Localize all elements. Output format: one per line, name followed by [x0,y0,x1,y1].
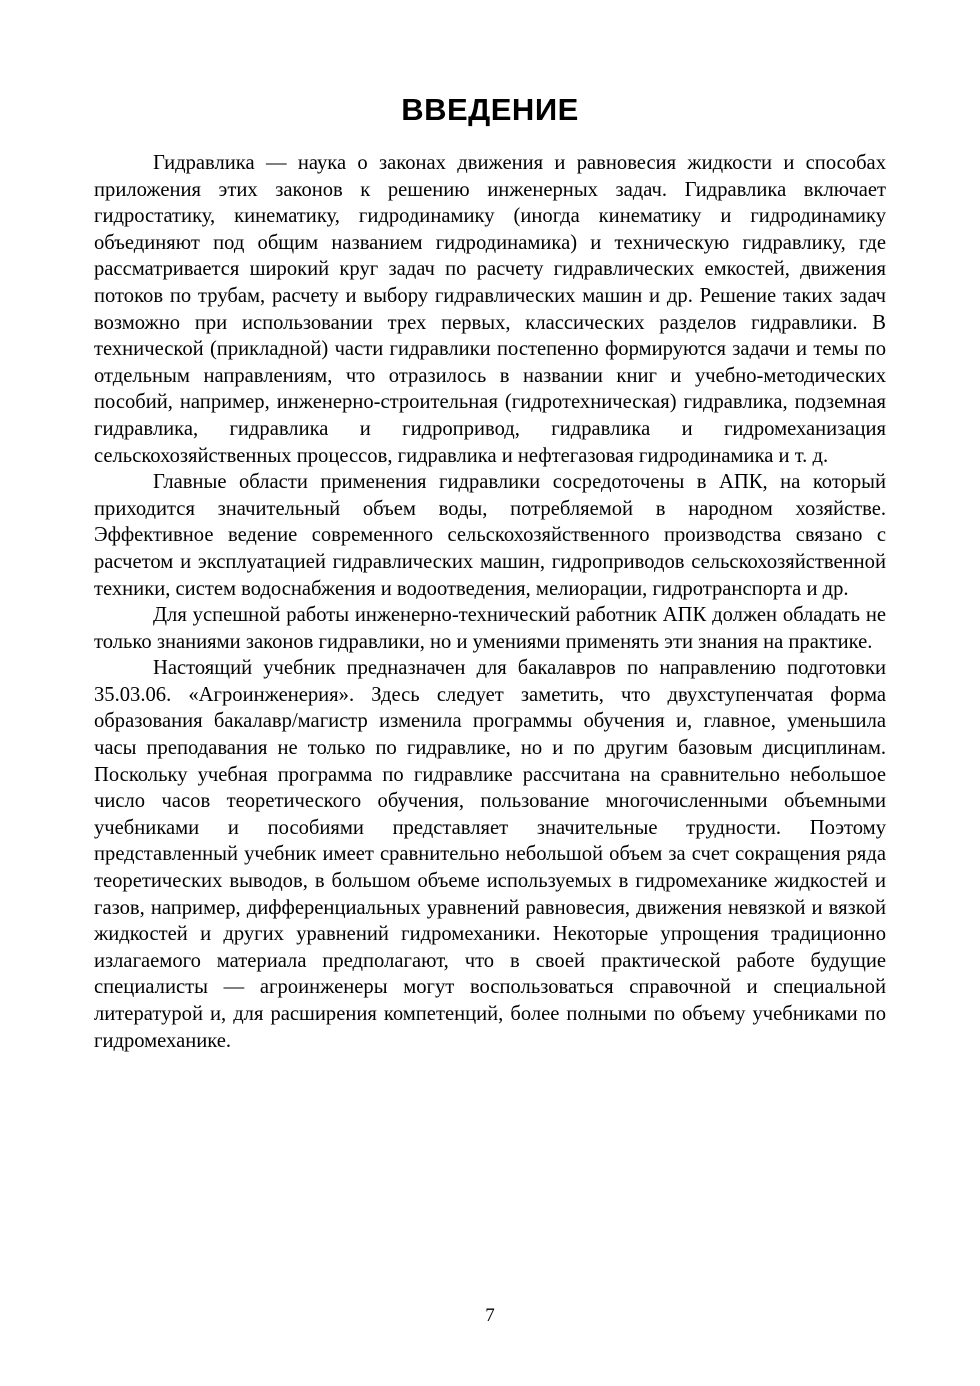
paragraph-textbook: Настоящий учебник предназначен для бакалавров по направлению подготовки 35.03.06. «Агроинженерия». Здесь следует заметить, что двухступенчатая форма образования бакалавр/магистр изменила программы обучения и, главное, уменьшила часы преподавания не только по гидравлике, но и по другим базовым дисциплинам. Поскольку учебная программа по гидравлике рассчитана на сравнительно небольшое число часов теоретического обучения, пользование многочисленными объемными учебниками и пособиями представляет значительные трудности. Поэтому представленный учебник имеет сравнительно небольшой объем за счет сокращения ряда теоретических выводов, в большом объеме используемых в гидромеханике жидкостей и газов, например, дифференциальных уравнений равновесия, движения невязкой и вязкой жидкостей и других уравнений гидромеханики. Некоторые упрощения традиционно излагаемого материала предполагают, что в своей практической работе будущие специалисты — агроинженеры могут воспользоваться справочной и специальной литературой и, для расширения компетенций, более полными по объему учебниками по гидромеханике. [94,657,886,1052]
paragraph-intro: Гидравлика — наука о законах движения и равновесия жидкости и способах приложения этих законов к решению инженерных задач. Гидравлика включает гидростатику, кинематику, гидродинамику (иногда кинематику и гидродинамику объединяют под общим названием гидродинамика) и техническую гидравлику, где рассматривается широкий круг задач по расчету гидравлических емкостей, движения потоков по трубам, расчету и выбору гидравлических машин и др. Решение таких задач возможно при использовании трех первых, классических разделов гидравлики. В технической (прикладной) части гидравлики постепенно формируются задачи и темы по отдельным направлениям, что отразилось в названии книг и учебно-методических пособий, например, инженерно-строительная (гидротехническая) гидравлика, подземная гидравлика, гидравлика и гидропривод, гидравлика и гидромеханизация сельскохозяйственных процессов, гидравлика и нефтегазовая гидродинамика и т. д. [94,152,886,467]
paragraph-apk: Главные области применения гидравлики сосредоточены в АПК, на который приходится значительный объем воды, потребляемой в народном хозяйстве. Эффективное ведение современного сельскохозяйственного производства связано с расчетом и эксплуатацией гидравлических машин, гидроприводов сельскохозяйственной техники, систем водоснабжения и водоотведения, мелиорации, гидротранспорта и др. [94,471,886,600]
page-number: 7 [485,1305,495,1326]
page-title: ВВЕДЕНИЕ [401,92,579,127]
paragraph-engineer: Для успешной работы инженерно-технический работник АПК должен обладать не только знаниями законов гидравлики, но и умениями применять эти знания на практике. [94,604,886,653]
body-text [94,150,886,1054]
